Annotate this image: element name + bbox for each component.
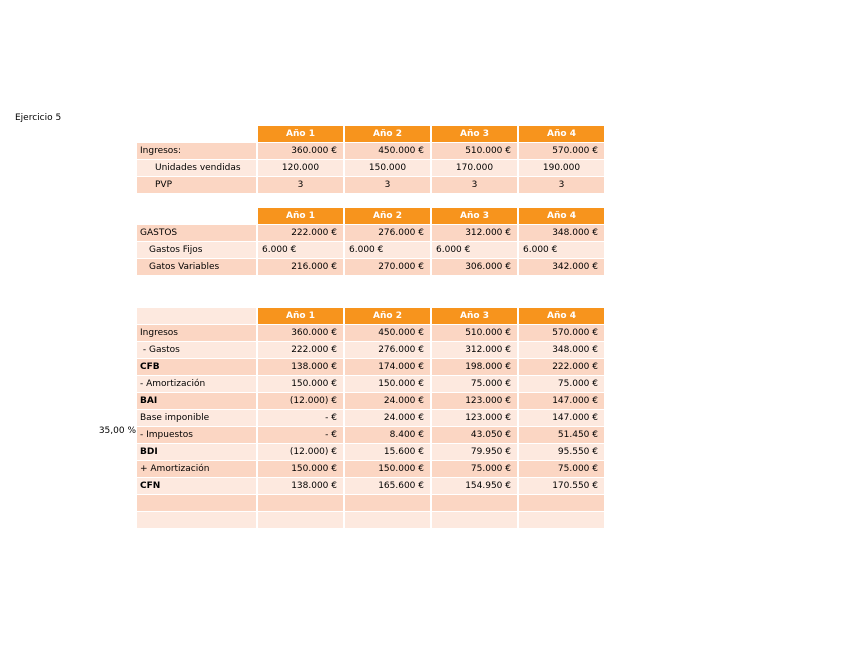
cell: 150.000 € bbox=[345, 376, 430, 392]
year-header: Año 2 bbox=[345, 126, 430, 142]
cell: 170.550 € bbox=[519, 478, 604, 494]
cell: 276.000 € bbox=[345, 342, 430, 358]
cell: 79.950 € bbox=[432, 444, 517, 460]
cell: 6.000 € bbox=[345, 242, 430, 258]
cell: 6.000 € bbox=[519, 242, 604, 258]
year-header: Año 2 bbox=[345, 308, 430, 324]
cell: 510.000 € bbox=[432, 143, 517, 159]
cell: 147.000 € bbox=[519, 393, 604, 409]
row-label: CFB bbox=[137, 359, 256, 375]
cell: - € bbox=[258, 427, 343, 443]
table-row bbox=[137, 342, 607, 358]
table-row bbox=[137, 143, 607, 159]
cell: 138.000 € bbox=[258, 359, 343, 375]
table-row bbox=[137, 427, 607, 443]
cell: 15.600 € bbox=[345, 444, 430, 460]
cell: 360.000 € bbox=[258, 325, 343, 341]
table-row bbox=[137, 444, 607, 460]
table-row bbox=[137, 359, 607, 375]
row-label: - Amortización bbox=[137, 376, 256, 392]
year-header: Año 4 bbox=[519, 126, 604, 142]
cell: 312.000 € bbox=[432, 342, 517, 358]
header-row bbox=[137, 126, 607, 142]
row-label: Ingresos: bbox=[137, 143, 256, 159]
cell: 138.000 € bbox=[258, 478, 343, 494]
cell: 147.000 € bbox=[519, 410, 604, 426]
cell: 306.000 € bbox=[432, 259, 517, 275]
cell: 3 bbox=[345, 177, 430, 193]
row-label: PVP bbox=[137, 177, 256, 193]
cell: 24.000 € bbox=[345, 393, 430, 409]
row-label: Unidades vendidas bbox=[137, 160, 256, 176]
cell: 174.000 € bbox=[345, 359, 430, 375]
cell: (12.000) € bbox=[258, 393, 343, 409]
cell: 222.000 € bbox=[519, 359, 604, 375]
cell: 3 bbox=[258, 177, 343, 193]
cell: 75.000 € bbox=[519, 376, 604, 392]
row-label: BDI bbox=[137, 444, 256, 460]
cell: 75.000 € bbox=[519, 461, 604, 477]
row-label: - Gastos bbox=[137, 342, 256, 358]
row-label: Gatos Variables bbox=[137, 259, 256, 275]
year-header: Año 2 bbox=[345, 208, 430, 224]
year-header: Año 3 bbox=[432, 308, 517, 324]
cell: 123.000 € bbox=[432, 410, 517, 426]
tax-rate: 35,00 % bbox=[98, 426, 136, 436]
table-row bbox=[137, 242, 607, 258]
cell: (12.000) € bbox=[258, 444, 343, 460]
resultado-table bbox=[137, 308, 607, 529]
row-label: GASTOS bbox=[137, 225, 256, 241]
cell: 95.550 € bbox=[519, 444, 604, 460]
cell: 165.600 € bbox=[345, 478, 430, 494]
cell: 276.000 € bbox=[345, 225, 430, 241]
cell: 123.000 € bbox=[432, 393, 517, 409]
cell: 312.000 € bbox=[432, 225, 517, 241]
row-label: Base imponible bbox=[137, 410, 256, 426]
cell: 342.000 € bbox=[519, 259, 604, 275]
row-label: Ingresos bbox=[137, 325, 256, 341]
cell: 6.000 € bbox=[258, 242, 343, 258]
sheet-title: Ejercicio 5 bbox=[15, 113, 62, 123]
cell: 75.000 € bbox=[432, 376, 517, 392]
table-row bbox=[137, 325, 607, 341]
table-row bbox=[137, 177, 607, 193]
cell: 43.050 € bbox=[432, 427, 517, 443]
cell: 120.000 bbox=[258, 160, 343, 176]
table-row bbox=[137, 478, 607, 494]
empty-row bbox=[137, 495, 607, 511]
cell: 360.000 € bbox=[258, 143, 343, 159]
year-header: Año 3 bbox=[432, 208, 517, 224]
row-label: CFN bbox=[137, 478, 256, 494]
cell: 150.000 € bbox=[258, 461, 343, 477]
table-row bbox=[137, 461, 607, 477]
table-row bbox=[137, 160, 607, 176]
cell: 150.000 € bbox=[345, 461, 430, 477]
row-label: - Impuestos bbox=[137, 427, 256, 443]
cell: 348.000 € bbox=[519, 225, 604, 241]
cell: 222.000 € bbox=[258, 342, 343, 358]
cell: 51.450 € bbox=[519, 427, 604, 443]
cell: 8.400 € bbox=[345, 427, 430, 443]
table-row bbox=[137, 225, 607, 241]
cell: 24.000 € bbox=[345, 410, 430, 426]
table-row bbox=[137, 393, 607, 409]
cell: 570.000 € bbox=[519, 143, 604, 159]
cell: 154.950 € bbox=[432, 478, 517, 494]
cell: 75.000 € bbox=[432, 461, 517, 477]
row-label: Gastos Fijos bbox=[137, 242, 256, 258]
cell: 510.000 € bbox=[432, 325, 517, 341]
header-row bbox=[137, 308, 607, 324]
row-label: BAI bbox=[137, 393, 256, 409]
year-header: Año 1 bbox=[258, 208, 343, 224]
cell: 150.000 € bbox=[258, 376, 343, 392]
cell: 270.000 € bbox=[345, 259, 430, 275]
year-header: Año 1 bbox=[258, 126, 343, 142]
cell: 150.000 bbox=[345, 160, 430, 176]
cell: 450.000 € bbox=[345, 143, 430, 159]
table-row bbox=[137, 410, 607, 426]
table-row bbox=[137, 376, 607, 392]
cell: 570.000 € bbox=[519, 325, 604, 341]
cell: 170.000 bbox=[432, 160, 517, 176]
cell: 3 bbox=[519, 177, 604, 193]
cell: 222.000 € bbox=[258, 225, 343, 241]
year-header: Año 4 bbox=[519, 208, 604, 224]
cell: 198.000 € bbox=[432, 359, 517, 375]
cell: - € bbox=[258, 410, 343, 426]
cell: 190.000 bbox=[519, 160, 604, 176]
cell: 450.000 € bbox=[345, 325, 430, 341]
year-header: Año 4 bbox=[519, 308, 604, 324]
row-label: + Amortización bbox=[137, 461, 256, 477]
cell: 3 bbox=[432, 177, 517, 193]
table-row bbox=[137, 259, 607, 275]
empty-row bbox=[137, 512, 607, 528]
year-header: Año 1 bbox=[258, 308, 343, 324]
year-header: Año 3 bbox=[432, 126, 517, 142]
cell: 6.000 € bbox=[432, 242, 517, 258]
header-row bbox=[137, 208, 607, 224]
gastos-table bbox=[137, 208, 607, 276]
cell: 348.000 € bbox=[519, 342, 604, 358]
cell: 216.000 € bbox=[258, 259, 343, 275]
ingresos-table bbox=[137, 126, 607, 194]
